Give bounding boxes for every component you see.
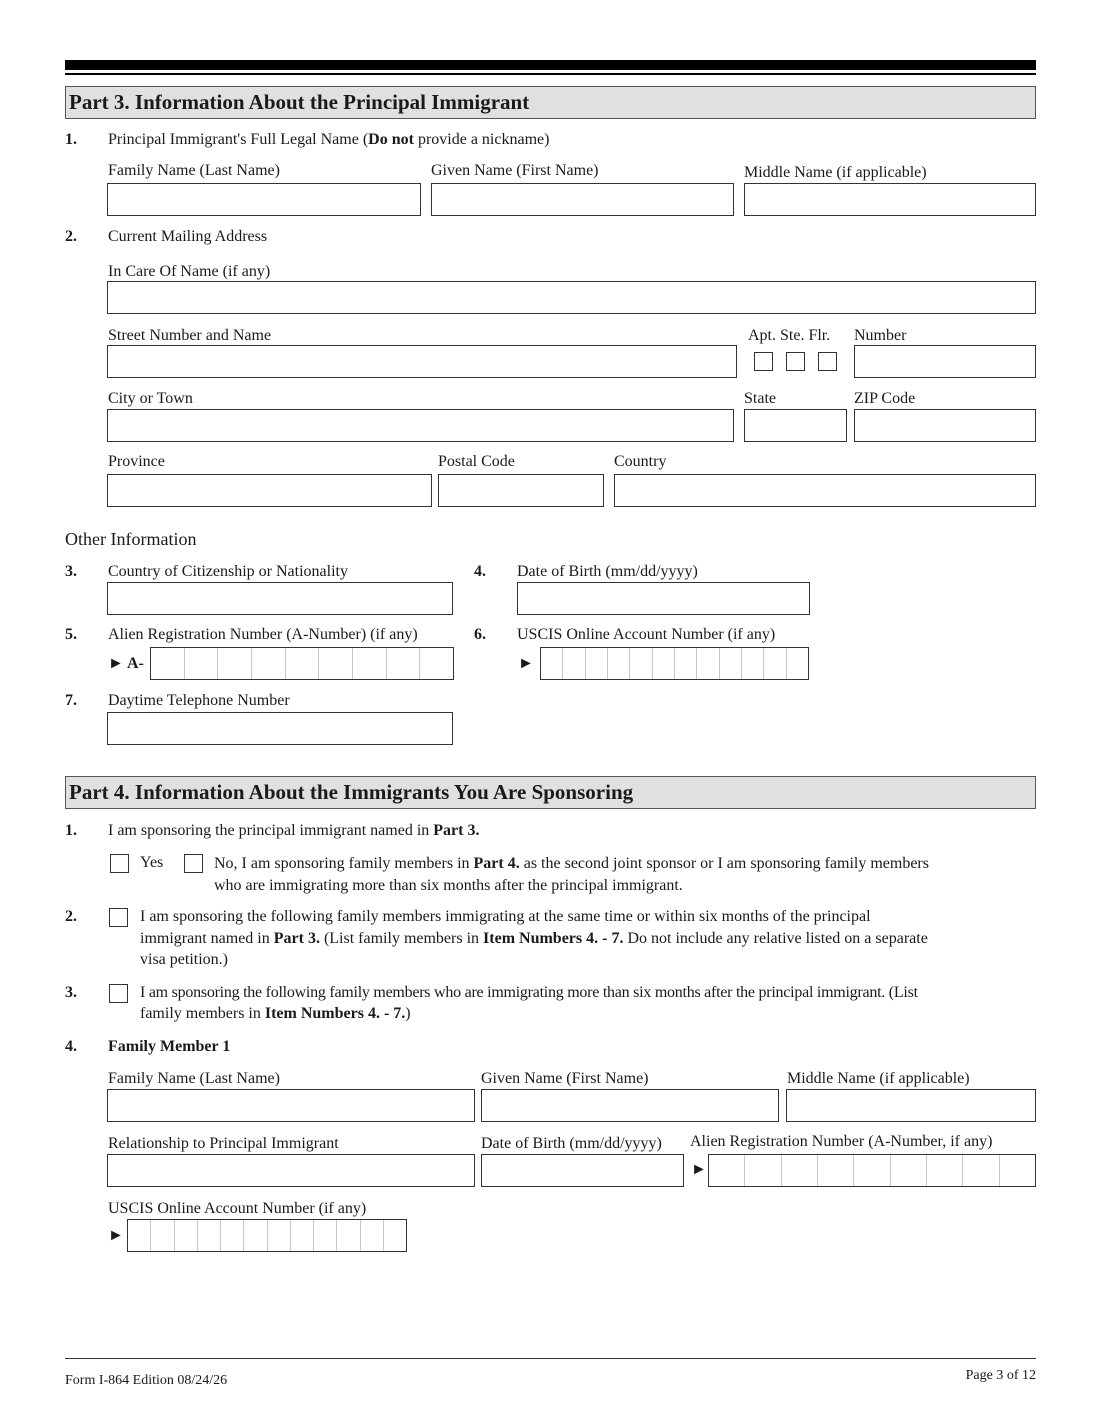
uscis-account-label: USCIS Online Account Number (if any) xyxy=(517,626,776,643)
fm1-relationship-field[interactable] xyxy=(107,1154,475,1187)
fm1-middle-name-field[interactable] xyxy=(786,1089,1036,1122)
part3-header: Part 3. Information About the Principal Immigrant xyxy=(65,86,1036,119)
no-label-line1: No, I am sponsoring family members in Part 4. as the second joint sponsor or I am sponsoring family members xyxy=(214,855,929,872)
family-name-label: Family Name (Last Name) xyxy=(108,162,280,179)
yes-label: Yes xyxy=(140,854,164,871)
part4-q2-line3: visa petition.) xyxy=(140,951,228,968)
fm1-anumber-prefix: ► xyxy=(691,1161,707,1178)
fm1-uscis-label: USCIS Online Account Number (if any) xyxy=(108,1200,367,1217)
part3-q6-number: 6. xyxy=(474,626,486,643)
fm1-uscis-prefix: ► xyxy=(108,1227,124,1244)
zip-label: ZIP Code xyxy=(854,390,916,407)
part4-q3-line2: family members in Item Numbers 4. - 7.) xyxy=(140,1005,411,1022)
apt-ste-flr-label: Apt. Ste. Flr. xyxy=(748,327,831,344)
part3-q1-number: 1. xyxy=(65,131,77,148)
top-thick-rule xyxy=(65,60,1036,70)
fm1-anumber-label: Alien Registration Number (A-Number, if any) xyxy=(690,1133,993,1150)
zip-field[interactable] xyxy=(854,409,1036,442)
apt-checkbox[interactable] xyxy=(754,352,773,371)
ste-checkbox[interactable] xyxy=(786,352,805,371)
in-care-of-field[interactable] xyxy=(107,281,1036,314)
city-field[interactable] xyxy=(107,409,734,442)
street-field[interactable] xyxy=(107,345,737,378)
flr-checkbox[interactable] xyxy=(818,352,837,371)
citizenship-field[interactable] xyxy=(107,582,453,615)
part4-q1-number: 1. xyxy=(65,822,77,839)
middle-name-field[interactable] xyxy=(744,183,1036,216)
fm1-family-name-field[interactable] xyxy=(107,1089,475,1122)
no-label-line2: who are immigrating more than six months after the principal immigrant. xyxy=(214,877,683,894)
street-label: Street Number and Name xyxy=(108,327,272,344)
given-name-field[interactable] xyxy=(431,183,734,216)
fm1-given-name-field[interactable] xyxy=(481,1089,779,1122)
a-number-label: Alien Registration Number (A-Number) (if any) xyxy=(108,626,418,643)
fm1-relationship-label: Relationship to Principal Immigrant xyxy=(108,1135,339,1152)
fm1-uscis-field[interactable] xyxy=(127,1219,407,1252)
q2-checkbox[interactable] xyxy=(109,908,128,927)
fm1-dob-label: Date of Birth (mm/dd/yyyy) xyxy=(481,1135,662,1152)
part3-q4-number: 4. xyxy=(474,563,486,580)
other-info-heading: Other Information xyxy=(65,529,197,549)
part3-q3-number: 3. xyxy=(65,563,77,580)
top-thin-rule xyxy=(65,73,1036,75)
uscis-account-prefix: ► xyxy=(518,655,534,672)
part4-q1-label: I am sponsoring the principal immigrant named in Part 3. xyxy=(108,822,480,839)
country-field[interactable] xyxy=(614,474,1036,507)
part4-q2-line1: I am sponsoring the following family members immigrating at the same time or within six months of the principal xyxy=(140,908,871,925)
state-field[interactable] xyxy=(744,409,847,442)
no-checkbox[interactable] xyxy=(184,854,203,873)
telephone-field[interactable] xyxy=(107,712,453,745)
fm1-given-name-label: Given Name (First Name) xyxy=(481,1070,649,1087)
footer-form-edition: Form I-864 Edition 08/24/26 xyxy=(65,1373,228,1388)
province-label: Province xyxy=(108,453,165,470)
a-number-field[interactable] xyxy=(150,647,454,680)
part3-q5-number: 5. xyxy=(65,626,77,643)
number-label: Number xyxy=(854,327,907,344)
yes-checkbox[interactable] xyxy=(110,854,129,873)
part4-q3-line1: I am sponsoring the following family members who are immigrating more than six months after the principal immigrant. (List xyxy=(140,984,918,1001)
part3-q7-number: 7. xyxy=(65,692,77,709)
footer-page-number: Page 3 of 12 xyxy=(965,1368,1036,1383)
fm1-family-name-label: Family Name (Last Name) xyxy=(108,1070,280,1087)
uscis-account-field[interactable] xyxy=(540,647,809,680)
family-member-1-title: Family Member 1 xyxy=(108,1038,231,1055)
postal-code-label: Postal Code xyxy=(438,453,515,470)
part4-q4-number: 4. xyxy=(65,1038,77,1055)
dob-field[interactable] xyxy=(517,582,810,615)
part3-q2-number: 2. xyxy=(65,228,77,245)
dob-label: Date of Birth (mm/dd/yyyy) xyxy=(517,563,698,580)
state-label: State xyxy=(744,390,776,407)
part4-q3-number: 3. xyxy=(65,984,77,1001)
country-label: Country xyxy=(614,453,667,470)
province-field[interactable] xyxy=(107,474,432,507)
fm1-dob-field[interactable] xyxy=(481,1154,684,1187)
given-name-label: Given Name (First Name) xyxy=(431,162,599,179)
fm1-anumber-field[interactable] xyxy=(708,1154,1036,1187)
footer-rule xyxy=(65,1358,1036,1359)
telephone-label: Daytime Telephone Number xyxy=(108,692,290,709)
postal-code-field[interactable] xyxy=(438,474,604,507)
in-care-of-label: In Care Of Name (if any) xyxy=(108,263,271,280)
middle-name-label: Middle Name (if applicable) xyxy=(744,164,927,181)
part4-q2-line2: immigrant named in Part 3. (List family members in Item Numbers 4. - 7. Do not include any relative listed on a separate xyxy=(140,930,928,947)
family-name-field[interactable] xyxy=(107,183,421,216)
city-label: City or Town xyxy=(108,390,193,407)
apt-number-field[interactable] xyxy=(854,345,1036,378)
part3-q1-label: Principal Immigrant's Full Legal Name (Do not provide a nickname) xyxy=(108,131,550,148)
a-number-prefix: ► A- xyxy=(108,655,144,672)
q3-checkbox[interactable] xyxy=(109,984,128,1003)
citizenship-label: Country of Citizenship or Nationality xyxy=(108,563,348,580)
fm1-middle-name-label: Middle Name (if applicable) xyxy=(787,1070,970,1087)
part4-q2-number: 2. xyxy=(65,908,77,925)
part4-header: Part 4. Information About the Immigrants You Are Sponsoring xyxy=(65,776,1036,809)
mailing-address-label: Current Mailing Address xyxy=(108,228,268,245)
